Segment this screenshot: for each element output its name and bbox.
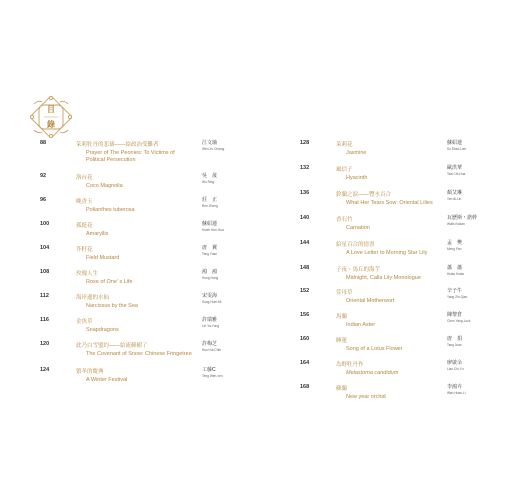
author-chinese: 辛子牛 bbox=[447, 288, 463, 294]
title-chinese: 洛台花 bbox=[76, 175, 93, 181]
author-english: Sung Huei-Mi bbox=[202, 300, 222, 304]
page-number: 108 bbox=[40, 269, 50, 275]
author bbox=[447, 165, 495, 177]
author-english: Teng Wen-ven bbox=[202, 374, 223, 378]
author bbox=[447, 336, 495, 348]
author-english: Chen Yang-Lock bbox=[447, 319, 471, 323]
title-english: A Winter Festival bbox=[86, 377, 128, 383]
author-chinese: 工藤C bbox=[202, 367, 216, 373]
author-chinese: 吳 晟 bbox=[202, 173, 218, 179]
title-chinese: 芥籽花 bbox=[76, 247, 93, 253]
author bbox=[202, 173, 250, 185]
title-english: New year orchid bbox=[346, 394, 386, 400]
author-chinese: 許梅芝 bbox=[202, 341, 218, 347]
page-number: 136 bbox=[300, 190, 310, 196]
title-chinese: 萱母草 bbox=[336, 290, 353, 296]
page-number: 168 bbox=[300, 384, 310, 390]
author-chinese: 瓦歷斯・諾幹 bbox=[447, 215, 478, 221]
author bbox=[447, 360, 495, 372]
page-number: 88 bbox=[40, 140, 47, 146]
page-number: 128 bbox=[300, 140, 310, 146]
title-english: Hyacinth bbox=[346, 175, 368, 181]
author-english: Tang Yuan bbox=[202, 252, 218, 256]
title-chinese: 晚香玉 bbox=[76, 199, 93, 205]
title-chinese: 孤挺花 bbox=[76, 223, 93, 229]
author-english: Hsiao Hsiao bbox=[447, 272, 465, 276]
author-chinese: 鴻 鴻 bbox=[202, 269, 218, 275]
author-chinese: 許瑞雅 bbox=[202, 317, 218, 323]
title-chinese: 繁冬的慶典 bbox=[76, 369, 104, 375]
author-english: Hung Hung bbox=[202, 276, 219, 280]
author bbox=[202, 221, 250, 233]
title-chinese: 給星百合的情書 bbox=[336, 242, 375, 248]
author-english: Wu Ring bbox=[202, 180, 215, 184]
author bbox=[447, 140, 495, 152]
title-chinese: 睡蓮 bbox=[336, 338, 348, 344]
author-chinese: 江文瑜 bbox=[202, 140, 218, 146]
author-chinese: 歐洪華 bbox=[447, 165, 463, 171]
author-english: Wan Huan-Li bbox=[447, 391, 466, 395]
author-english: Meng Fan bbox=[447, 247, 462, 251]
title-chinese: 鈴蘭之淚——豐水百合 bbox=[336, 192, 392, 198]
title-chinese: 子夜・馬丘的海芋 bbox=[336, 267, 381, 273]
ornament-frame-icon bbox=[30, 96, 72, 138]
title-chinese: 風信子 bbox=[336, 167, 353, 173]
page-number: 148 bbox=[300, 265, 310, 271]
author-english: Tang Juan bbox=[447, 343, 462, 347]
author-chinese: 宋雯海 bbox=[202, 293, 218, 299]
page-number: 96 bbox=[40, 197, 47, 203]
author-chinese: 陳黎倉 bbox=[447, 312, 463, 318]
author-chinese: 孟 樊 bbox=[447, 240, 463, 246]
badge-title-line2: 錄 bbox=[47, 119, 55, 129]
page-number: 104 bbox=[40, 245, 50, 251]
author-chinese: 顏艾琳 bbox=[447, 190, 463, 196]
page-number: 160 bbox=[300, 336, 310, 342]
title-chinese: 香石竹 bbox=[336, 217, 353, 223]
title-english-line2: Political Persecution bbox=[86, 157, 136, 163]
page-number: 140 bbox=[300, 215, 310, 221]
author-english: Yang Zih-Qiao bbox=[447, 295, 468, 299]
author bbox=[447, 288, 495, 300]
author-english: Su Shao-Lien bbox=[447, 147, 467, 151]
author bbox=[447, 190, 495, 202]
author bbox=[202, 245, 250, 257]
title-chinese: 金魚草 bbox=[76, 319, 93, 325]
title-chinese: 為野牡丹作 bbox=[336, 362, 364, 368]
author bbox=[202, 269, 250, 281]
title-english: Midnight, Calla Lily Monologue bbox=[346, 275, 421, 281]
author-english: Tsai Chi-Hua bbox=[447, 172, 466, 176]
author-english: Liao Chi-Yu bbox=[447, 367, 464, 371]
author-chinese: 唐 捐 bbox=[447, 336, 463, 342]
title-chinese: 海岸邊的水仙 bbox=[76, 295, 110, 301]
title-english: Melastoma candidum bbox=[346, 370, 399, 376]
title-english: A Love Letter to Morning Star Lily bbox=[346, 250, 428, 256]
author bbox=[447, 265, 495, 277]
title-english: Song of a Lotus Flower bbox=[346, 346, 403, 352]
title-english: Carnation bbox=[346, 225, 370, 231]
page-number: 152 bbox=[300, 288, 310, 294]
author-chinese: 蘇紹連 bbox=[447, 140, 463, 146]
author-chinese: 廖啟余 bbox=[447, 360, 463, 366]
author bbox=[447, 215, 495, 227]
author bbox=[202, 197, 250, 209]
title-english: Polianthes tuberosa bbox=[86, 207, 135, 213]
title-english: Field Mustard bbox=[86, 255, 120, 261]
author-english: Yen Ai-Lin bbox=[447, 197, 462, 201]
author bbox=[447, 312, 495, 324]
page-number: 120 bbox=[40, 341, 50, 347]
page-number: 156 bbox=[300, 312, 310, 318]
author-english: Ren Zheng bbox=[202, 204, 218, 208]
author-english: Wen-Yu Chiang bbox=[202, 147, 225, 151]
title-english: Prayer of The Peonies: To Victims of bbox=[86, 150, 175, 156]
page-number: 132 bbox=[300, 165, 310, 171]
title-english: Rose of One' s Life bbox=[86, 279, 133, 285]
title-chinese: 茉莉花 bbox=[336, 142, 353, 148]
title-chinese: 此乃白雪盟約——給流蘇樹了 bbox=[76, 343, 148, 349]
author-chinese: 蘇紹連 bbox=[202, 221, 218, 227]
author bbox=[202, 317, 250, 329]
author-english: Hsieh Hun-Hua bbox=[202, 228, 224, 232]
author-english: Hsu Hui-Chih bbox=[202, 348, 221, 352]
author bbox=[202, 140, 250, 152]
author bbox=[447, 240, 495, 252]
title-chinese: 茉莉牡丹的悲禱——給政治受難者 bbox=[76, 142, 159, 148]
title-english: Indian Aster bbox=[346, 322, 376, 328]
title-english: Narcissus by the Sea bbox=[86, 303, 138, 309]
author-chinese: 蕭 蕭 bbox=[447, 265, 463, 271]
author-english: Lin Ya-Yung bbox=[202, 324, 220, 328]
page-number: 164 bbox=[300, 360, 310, 366]
author bbox=[447, 384, 495, 396]
page-number: 92 bbox=[40, 173, 47, 179]
title-english: The Covenant of Snow: Chinese Fringetree bbox=[86, 351, 192, 357]
title-chinese: 蘇蘭 bbox=[336, 386, 348, 392]
author-chinese: 莊 正 bbox=[202, 197, 218, 203]
title-chinese: 玫瑰人生 bbox=[76, 271, 99, 277]
badge-title-line1: 目 bbox=[47, 104, 55, 114]
page-number: 144 bbox=[300, 240, 310, 246]
page-number: 124 bbox=[40, 367, 50, 373]
page-number: 100 bbox=[40, 221, 50, 227]
title-english: Jasmine bbox=[346, 150, 367, 156]
author-chinese: 唐 翼 bbox=[202, 245, 218, 251]
page-number: 112 bbox=[40, 293, 49, 299]
author bbox=[202, 341, 250, 353]
title-english: Amaryllis bbox=[86, 231, 109, 237]
title-english: What Her Tears Sow: Oriental Lilies bbox=[346, 200, 433, 206]
title-english: Oriental Motherwort bbox=[346, 298, 395, 304]
title-english: Snapdragons bbox=[86, 327, 119, 333]
title-chinese: 馬蘭 bbox=[336, 314, 348, 320]
title-english: Coco Magnolia bbox=[86, 183, 123, 189]
page-number: 116 bbox=[40, 317, 49, 323]
author-english: Walis Nokan bbox=[447, 222, 465, 226]
author bbox=[202, 367, 250, 379]
author-chinese: 李鴻卉 bbox=[447, 384, 463, 390]
author bbox=[202, 293, 250, 305]
